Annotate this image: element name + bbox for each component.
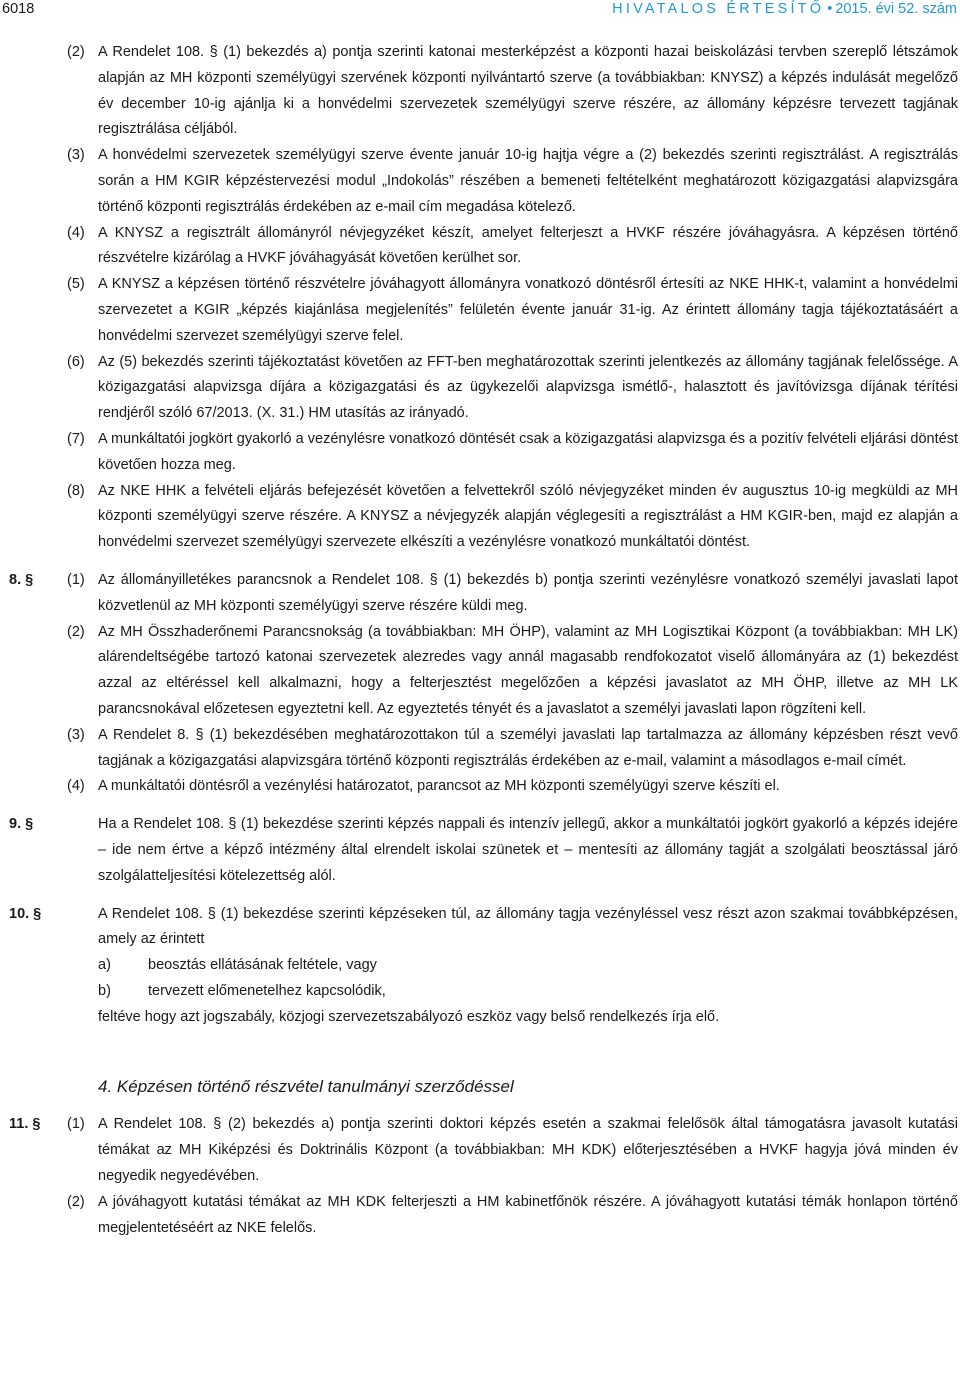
- paragraph-text: A honvédelmi szervezetek személyügyi szerve évente január 10-ig hajtja végre a (2) bekezdés szerinti regisztrálást. A regisztrálás során a HM KGIR képzéstervezési modul „Indokolás” részében a bemeneti feltételként meghatározott közigazgatási alapvizsgára történő központi regisztrálás érdekében az e-mail cím megadása kötelező.: [98, 147, 958, 215]
- paragraph: [0, 143, 960, 220]
- journal-header: [612, 0, 957, 18]
- paragraph-number: (2): [67, 1193, 85, 1210]
- paragraph-number: (6): [67, 353, 85, 370]
- paragraph: [0, 1112, 960, 1189]
- paragraph: [0, 221, 960, 273]
- paragraph-text: A KNYSZ a képzésen történő részvételre jóváhagyott állományra vonatkozó döntésről értesíti az NKE HHK-t, valamint a honvédelmi szervezetet a KGIR „képzés kiajánlása megjelenítés” felületén évente január 31-ig. Az érintett állomány tagja tájékoztatásáért a honvédelmi szervezet személyügyi szerve felel.: [98, 276, 958, 344]
- list-item: [0, 979, 960, 1005]
- page-header: [0, 0, 960, 24]
- paragraph-number: (4): [67, 778, 85, 795]
- paragraph-number: (3): [67, 147, 85, 164]
- paragraph-text: Az NKE HHK a felvételi eljárás befejezését követően a felvettekről szóló névjegyzéket minden év augusztus 10-ig megküldi az MH központi személyügyi szerve részére. A KNYSZ a névjegyzék alapján véglegesíti a regisztrálást a HM KGIR-ben, majd ez alapján a honvédelmi szervezet személyügyi szervezete elkészíti a vezénylésre vonatkozó munkáltatói döntést.: [98, 482, 958, 551]
- paragraph-number: (2): [67, 623, 85, 640]
- section-heading: 4. Képzésen történő részvétel tanulmányi szerződéssel: [98, 1077, 514, 1097]
- paragraph: [0, 1190, 960, 1242]
- paragraph-text: A Rendelet 108. § (1) bekezdés a) pontja szerinti katonai mesterképzést a központi hazai beiskolázási tervben szereplő létszámok alapján az MH központi személyügyi szervének központi nyilvántartó szerve (a továbbiakban: KNYSZ) a képzés indulását megelőző év december 10-ig ajánlja ki a honvédelmi szervezetek személyügyi szerve részére, az állomány képzésre tervezett tagjának regisztrálása céljából.: [98, 44, 958, 138]
- paragraph-number: (8): [67, 482, 85, 499]
- journal-issue: 2015. évi 52. szám: [835, 1, 957, 17]
- header-bullet: •: [827, 1, 833, 17]
- section-number: 9. §: [9, 816, 34, 833]
- paragraph: [0, 902, 960, 954]
- paragraph-text: A munkáltatói jogkört gyakorló a vezénylésre vonatkozó döntését csak a közigazgatási alapvizsga és a pozitív felvételi eljárási döntést követően hozza meg.: [98, 430, 958, 473]
- list-item-letter: a): [98, 957, 111, 974]
- paragraph: [0, 1005, 960, 1031]
- list-item-text: tervezett előmenetelhez kapcsolódik,: [148, 982, 386, 999]
- paragraph: [0, 479, 960, 556]
- paragraph: [0, 620, 960, 723]
- paragraph: [0, 40, 960, 143]
- paragraph-text: A munkáltatói döntésről a vezénylési határozatot, parancsot az MH központi személyügyi szerve készíti el.: [98, 778, 780, 795]
- paragraph: [0, 427, 960, 479]
- paragraph: [0, 723, 960, 775]
- paragraph: [0, 272, 960, 349]
- section-number: 8. §: [9, 571, 34, 588]
- list-item-letter: b): [98, 982, 111, 999]
- paragraph-text: A Rendelet 8. § (1) bekezdésében meghatározottakon túl a személyi javaslati lap tartalmazza az állomány képzésben részt vevő tagjának a közigazgatási alapvizsgára történő központi regisztrálás érdekében az e-mail, valamint a másodlagos e-mail címét.: [98, 726, 958, 769]
- paragraph-number: (4): [67, 224, 85, 241]
- paragraph-text: Ha a Rendelet 108. § (1) bekezdése szerinti képzés nappali és intenzív jellegű, akkor a munkáltatói jogkört gyakorló a képzés idejére – ide nem értve a képző intézmény által elrendelt iskolai szünetek et – mentesíti az állomány tagját a szolgálati beosztással járó szolgálatteljesítési kötelezettség alól.: [98, 816, 958, 884]
- journal-title: HIVATALOS ÉRTESÍTŐ: [612, 1, 825, 17]
- paragraph-text: A Rendelet 108. § (2) bekezdés a) pontja szerinti doktori képzés esetén a szakmai felelősök által támogatásra javasolt kutatási témákat az MH Kiképzési és Doktrinális Központ (a továbbiakban: MH KDK) előterjesztésében a HVKF hagyja jóvá minden év negyedik negyedévében.: [98, 1116, 958, 1185]
- paragraph: [0, 812, 960, 889]
- paragraph: [0, 568, 960, 620]
- paragraph-text: A Rendelet 108. § (1) bekezdése szerinti képzéseken túl, az állomány tagja vezényléssel vesz részt azon szakmai továbbképzésen, amely az érintett: [98, 905, 958, 948]
- paragraph-text: Az állományilletékes parancsnok a Rendelet 108. § (1) bekezdés b) pontja szerinti vezénylésre vonatkozó személyi javaslati lapot közvetlenül az MH központi személyügyi szerve részére küldi meg.: [98, 571, 958, 614]
- section-number: 11. §: [9, 1116, 41, 1133]
- paragraph-text: A jóváhagyott kutatási témákat az MH KDK felterjeszti a HM kabinetfőnök részére. A jóváhagyott kutatási témák honlapon történő megjelentetéséért az NKE felelős.: [98, 1193, 958, 1236]
- list-item-text: beosztás ellátásának feltétele, vagy: [148, 957, 377, 974]
- list-item: [0, 953, 960, 979]
- page-number: 6018: [2, 1, 35, 17]
- paragraph-number: (1): [67, 1116, 85, 1133]
- section-number: 10. §: [9, 905, 42, 922]
- document-body: [0, 40, 960, 1241]
- paragraph-number: (2): [67, 44, 85, 60]
- paragraph-number: (1): [67, 571, 85, 588]
- paragraph-number: (7): [67, 430, 85, 447]
- paragraph-text: Az MH Összhaderőnemi Parancsnokság (a továbbiakban: MH ÖHP), valamint az MH Logisztikai Központ (a továbbiakban: MH LK) alárendeltségébe tartozó katonai szervezetek alezredes vagy annál magasabb rendfokozatot viselő állományára az (1) bekezdést azzal az eltéréssel kell alkalmazni, hogy a felterjesztést megelőzően a képzési javaslatot az MH ÖHP, illetve az MH LK parancsnokával előzetesen egyeztetni kell. Az egyeztetés tényét és a javaslatot a személyi javaslati lapon rögzíteni kell.: [98, 623, 958, 717]
- paragraph: [0, 774, 960, 800]
- paragraph-text: Az (5) bekezdés szerinti tájékoztatást követően az FFT-ben meghatározottak szerinti jelentkezés az állomány tagjának felelőssége. A közigazgatási alapvizsga díjára a közigazgatási és az ügykezelői alapvizsga ismétlő-, halasztott és javítóvizsga díjának térítési rendjéről szóló 67/2013. (X. 31.) HM utasítás az irányadó.: [98, 353, 958, 422]
- paragraph-number: (3): [67, 726, 85, 743]
- paragraph-number: (5): [67, 276, 85, 293]
- paragraph-text: feltéve hogy azt jogszabály, közjogi szervezetszabályozó eszköz vagy belső rendelkezés írja elő.: [98, 1008, 720, 1025]
- paragraph: [0, 350, 960, 427]
- paragraph-text: A KNYSZ a regisztrált állományról névjegyzéket készít, amelyet felterjeszt a HVKF részére jóváhagyásra. A képzésen történő részvételre kizárólag a HVKF jóváhagyását követően kerülhet sor.: [98, 224, 958, 267]
